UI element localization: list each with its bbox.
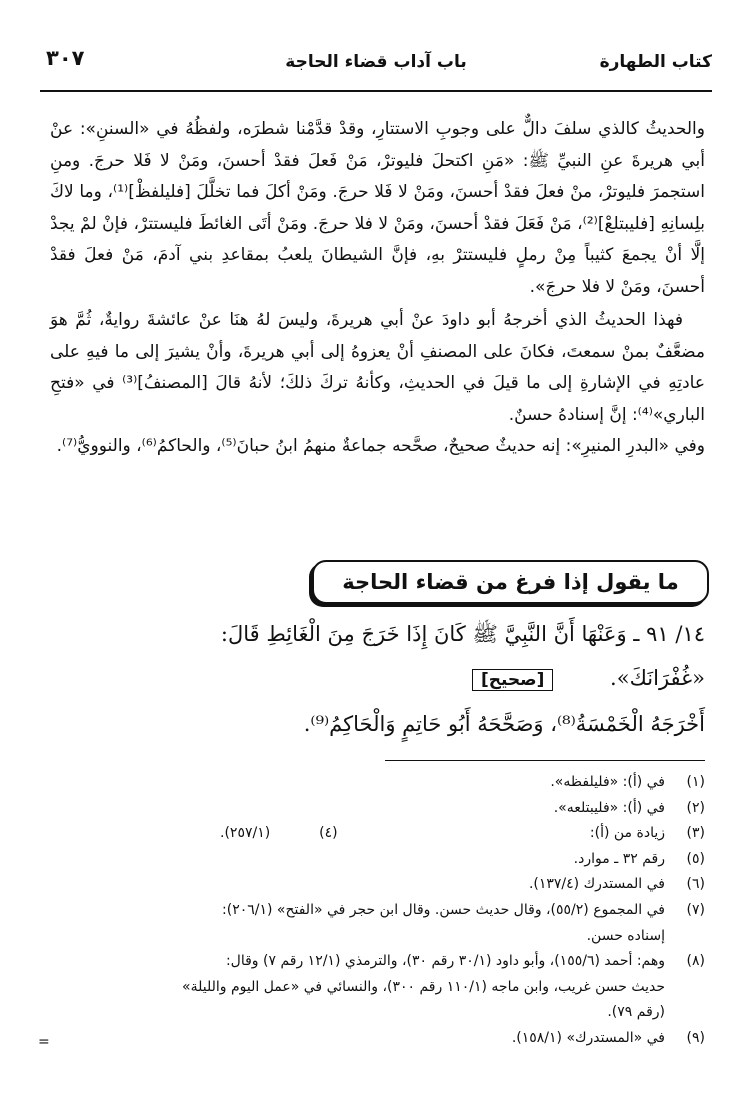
paragraph-2 <box>50 305 705 431</box>
footnote-1 <box>50 770 705 796</box>
text-line: والحديثُ كالذي سلفَ دالٌّ على وجوبِ الاستتارِ، وقدْ قدَّمْنا شطرَه، ولفظُهُ في <box>156 119 705 139</box>
footnote-8 <box>50 949 705 1026</box>
footnote-number: (٤) <box>319 825 338 842</box>
footnote-number: (٩) <box>686 1029 705 1046</box>
footnote-text: (٢٥٧/١). <box>220 825 271 842</box>
footnote-text: في (أ): «فليلفظه». <box>550 774 665 790</box>
footnote-5 <box>50 847 705 873</box>
footnote-number: (٢) <box>686 799 705 816</box>
text-line: والحاكمُ⁽⁶⁾، والنوويُّ⁽⁷⁾. <box>56 436 211 456</box>
main-text <box>50 114 705 463</box>
footnotes <box>50 770 705 1052</box>
footnote-line: (رقم ٧٩). <box>607 1004 665 1021</box>
hadith-line-2 <box>50 656 705 702</box>
hadith-block <box>50 612 705 746</box>
footnote-number: (٥) <box>686 850 705 867</box>
footnote-text: زيادة من (أ): <box>589 825 665 842</box>
footnote-text <box>50 898 665 949</box>
text-line: لا فَلا حرجَ. ومنِ استجمرَ فليوترْ، منْ فعلَ فقدْ أحسنَ، ومَنْ لا فَلا حرجَ. ومَنْ أكلَ <box>50 150 706 202</box>
text-line: فهذا الحديثُ الذي أخرجهُ أبو داودَ عنْ أبي هريرةَ، وليسَ لهُ هنَا عنْ <box>198 310 683 330</box>
text-line: وفي «البدرِ المنيرِ»: إنه حديثٌ صحيحٌ، صحَّحه جماعةٌ منهمُ ابنُ حبانَ⁽⁵⁾، <box>215 436 705 456</box>
footnote-line: حديث حسن غريب، وابن ماجه (١١٠/١ رقم ٣٠٠)، والنسائي في «عمل اليوم والليلة» <box>182 978 665 995</box>
footnote-4 <box>220 821 338 847</box>
footnote-line: في المجموع (٥٥/٢)، وقال حديث حسن. وقال ابن حجر في «الفتح» (٢٠٦/١): <box>222 901 665 918</box>
book-title: كتاب الطهارة <box>599 52 712 72</box>
footnote-text: في المستدرك (١٣٧/٤). <box>528 876 665 893</box>
footnote-line: وهم: أحمد (١٥٥/٦)، وأبو داود (٣٠/١ رقم ٣٠)، والترمذي (١٢/١ رقم ٧) وقال: <box>225 953 665 970</box>
footnote-9 <box>50 1026 705 1052</box>
footnote-text: في (أ): «فليبتلعه». <box>553 799 665 816</box>
text-line: «السننِ»: عنْ أبي هريرةَ عنِ النبيِّ ﷺ: «مَنِ اكتحلَ فليوترْ، مَنْ فَعلَ فقدْ أحسنَ، ومَنْ <box>50 119 706 171</box>
text-line: وكأنهُ تركَ ذلكَ؛ لأنهُ قالَ [المصنفُ]⁽³⁾ في «فتحِ الباري»⁽⁴⁾: إنَّ إسنادهُ حسنٌ. <box>50 373 705 425</box>
page-number: ٣٠٧ <box>46 46 85 70</box>
hadith-text: «غُفْرَانَكَ». <box>610 666 705 690</box>
footnote-number: (٨) <box>686 953 705 970</box>
paragraph-3 <box>50 431 705 463</box>
footnote-number: (٧) <box>686 901 705 918</box>
footnote-line: إسناده حسن. <box>586 927 665 944</box>
text-line: فإنَّ الشيطانَ يلعبُ بمقاعدِ بني آدمَ، مَنْ فعلَ فقدْ أحسنَ، ومَنْ لا فلا حرجَ». <box>50 245 705 297</box>
footnote-number: (٣) <box>686 825 705 842</box>
footnote-rule <box>385 760 705 761</box>
footnote-number: (١) <box>686 774 705 790</box>
header-rule <box>40 90 712 92</box>
text-line: حرجَ. ومَنْ أتَى الغائطَ فليستترْ، فإنْ لمْ يجدْ إلَّا أنْ يجمعَ كثيباً مِنْ رملٍ فليستترْ بهِ، <box>50 213 705 265</box>
footnote-text: رقم ٣٢ ـ موارد. <box>573 850 665 867</box>
paragraph-1 <box>50 114 705 303</box>
footnote-number: (٦) <box>686 876 705 893</box>
hadith-line-1: ١٤/ ٩١ ـ وَعَنْهَا أَنَّ النَّبِيَّ ﷺ كَانَ إِذَا خَرَجَ مِنَ الْغَائِطِ قَالَ: <box>220 622 705 646</box>
section-heading: ما يقول إذا فرغ من قضاء الحاجة <box>312 560 709 604</box>
text-line: أبي هريرةَ، وأنْ يشيرَ إلى ما فيهِ على عادتِهِ في الإشارةِ إلى ما قيلَ في الحديثِ، <box>50 341 705 393</box>
margin-mark: = <box>38 1034 50 1050</box>
running-header <box>40 44 712 82</box>
text-line: عائشةَ روايةٌ، ثُمَّ هوَ مضعَّفٌ بمنْ سمعتَ، فكانَ على المصنفِ أنْ يعزوهُ إلى <box>50 310 705 362</box>
text-line: فما تخلَّلَ [فليلفظْ]⁽¹⁾، وما لاكَ بلِسانِهِ [فليبتلعْ]⁽²⁾، مَنْ فَعَلَ فقدْ أحسنَ، ومَنْ لا فلا <box>50 182 706 234</box>
chapter-title: باب آداب قضاء الحاجة <box>285 52 467 72</box>
footnote-2 <box>50 796 705 822</box>
hadith-line-3: أَخْرَجَهُ الْخَمْسَةُ⁽⁸⁾، وَصَحَّحَهُ أَبُو حَاتِمٍ وَالْحَاكِمُ⁽⁹⁾. <box>303 712 705 736</box>
hadith-grade-badge: [صحيح] <box>472 669 553 691</box>
footnote-6 <box>50 872 705 898</box>
footnote-text <box>50 949 665 1026</box>
footnote-7 <box>50 898 705 949</box>
footnote-text: في «المستدرك» (١٥٨/١). <box>511 1029 665 1046</box>
footnote-3 <box>50 821 705 847</box>
